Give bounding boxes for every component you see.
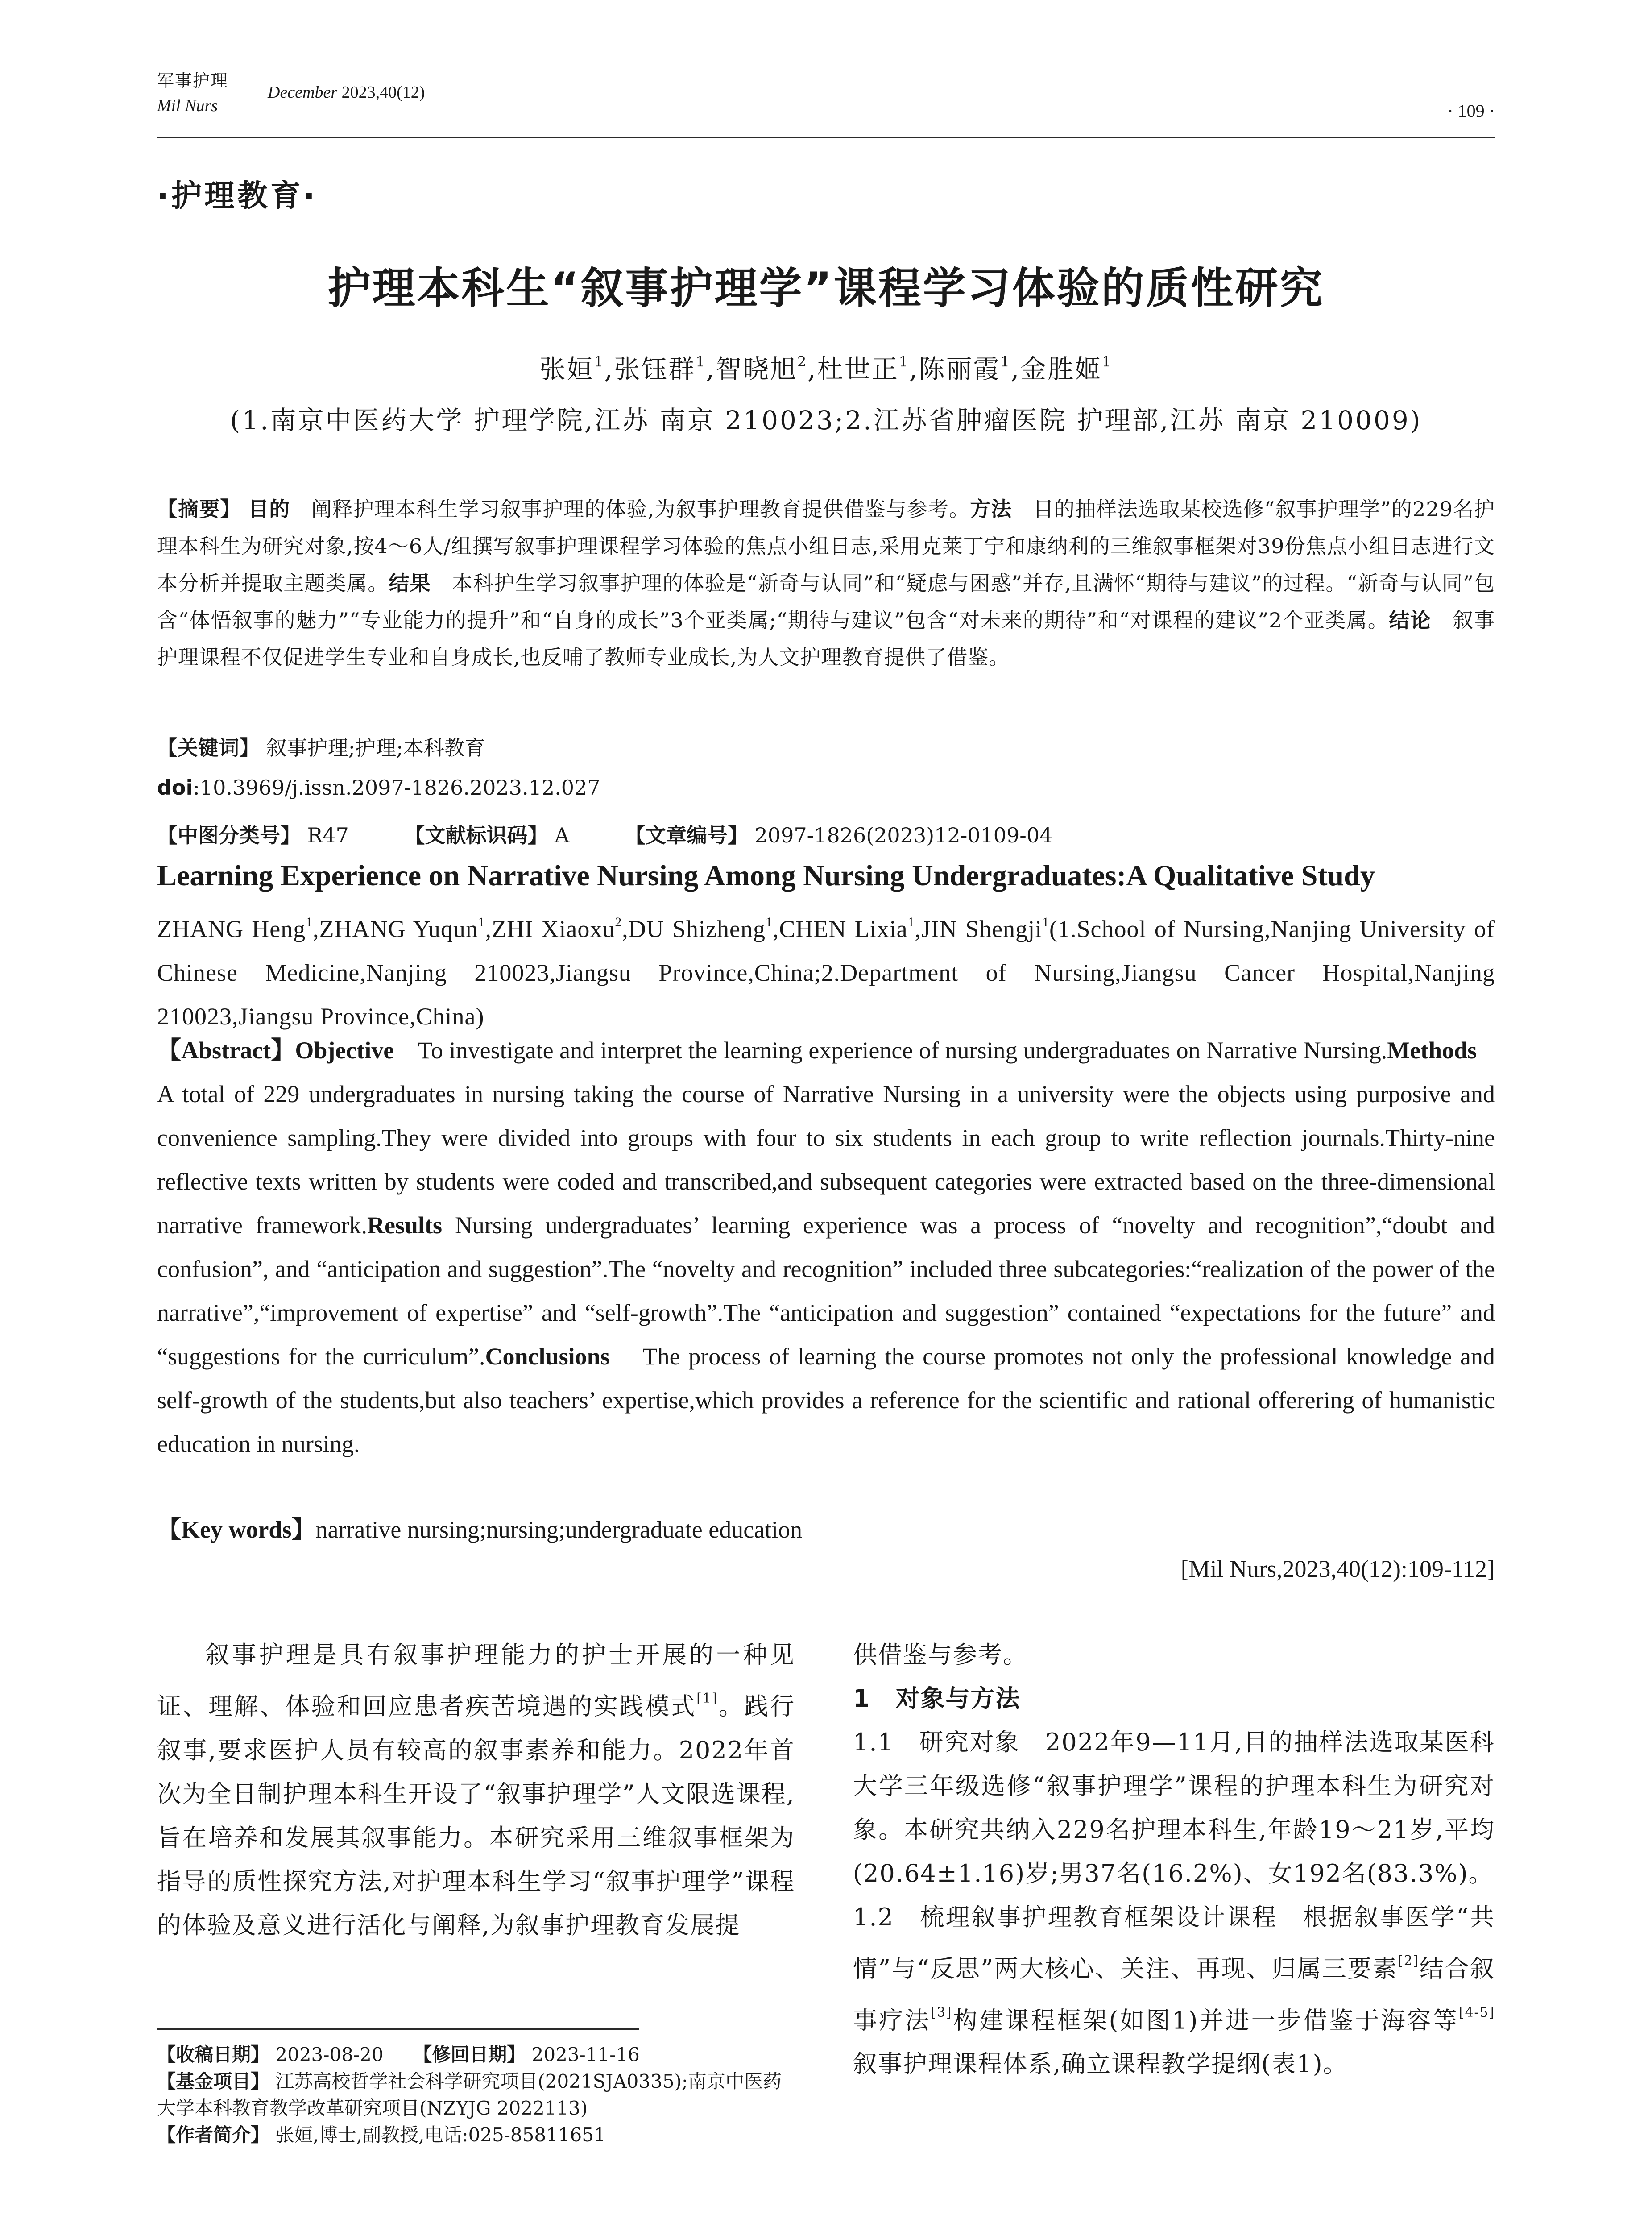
affiliations-en: (1.School of Nursing,Nanjing University of Chinese Medicine,Nanjing 210023,Jiangsu Province,China;2.Department of Nursing,Jiangsu Cancer Hospital,Nanjing 210023,Jiangsu Province,China) — [157, 915, 1495, 1030]
doc-code-value: A — [555, 823, 570, 847]
author-aff-en: 1 — [907, 915, 915, 929]
author-aff-en: 1 — [478, 915, 485, 929]
author-name-en: CHEN Lixia — [779, 915, 908, 942]
doi — [157, 775, 600, 800]
doc-code-label: 【文献标识码】 — [404, 823, 548, 847]
abstract-cn — [157, 491, 1495, 676]
conclusion-text: 叙事护理课程不仅促进学生专业和自身成长,也反哺了教师专业成长,为人文护理教育提供了借鉴。 — [157, 608, 1495, 669]
footnotes — [157, 2041, 799, 2148]
author-aff-en: 1 — [765, 915, 773, 929]
conclusion-label: 结论 — [1389, 608, 1432, 632]
journal-name-cn: 军事护理 — [157, 71, 229, 91]
author-aff: 1 — [1000, 353, 1011, 370]
author-name-en: JIN Shengji — [921, 915, 1043, 942]
author-name: 陈丽霞 — [919, 354, 1001, 384]
objective-en-label: Objective — [295, 1037, 394, 1064]
author-aff-en: 2 — [615, 915, 622, 929]
intro-text-a: 叙事护理是具有叙事护理能力的护士开展的一种见证、理解、体验和回应患者疾苦境遇的实践模式 — [157, 1641, 795, 1721]
author-aff: 1 — [696, 353, 706, 370]
issue-info — [268, 83, 425, 102]
issue-year: 2023,40(12) — [341, 83, 425, 102]
section-heading-1: 1 对象与方法 — [853, 1684, 1021, 1713]
revised-label: 【修回日期】 — [413, 2044, 526, 2065]
doi-value: :10.3969/j.issn.2097-1826.2023.12.027 — [193, 775, 600, 800]
fund-label: 【基金项目】 — [157, 2070, 270, 2092]
keywords-label: 【关键词】 — [157, 736, 260, 760]
issue-month: December — [268, 83, 338, 102]
footnote-rule — [157, 2028, 639, 2030]
citation: [Mil Nurs,2023,40(12):109-112] — [1180, 1555, 1495, 1582]
article-number-label: 【文章编号】 — [625, 823, 748, 847]
journal-name-en: Mil Nurs — [157, 96, 218, 115]
subsection-1-2-text-d: 叙事护理课程体系,确立课程教学提纲(表1)。 — [853, 2050, 1348, 2078]
subsection-1-2-heading: 1.2 梳理叙事护理教育框架设计课程 — [853, 1903, 1278, 1931]
author-name-en: ZHI Xiaoxu — [492, 915, 615, 942]
reference-mark: [2] — [1398, 1953, 1420, 1969]
body-right-column — [853, 1633, 1495, 2086]
objective-label: 目的 — [248, 497, 290, 521]
abstract-en-label: 【Abstract】 — [157, 1037, 295, 1064]
author-name: 杜世正 — [817, 354, 899, 384]
subsection-1-1-heading: 1.1 研究对象 — [853, 1728, 1020, 1756]
methods-label: 方法 — [970, 497, 1012, 521]
abstract-en — [157, 1028, 1495, 1466]
objective-text: 阐释护理本科生学习叙事护理的体验,为叙事护理教育提供借鉴与参考。 — [311, 497, 970, 521]
subsection-1-2-text-c: 构建课程框架(如图1)并进一步借鉴于海容等 — [952, 2006, 1459, 2035]
received-label: 【收稿日期】 — [157, 2044, 270, 2065]
reference-mark: [1] — [696, 1691, 718, 1706]
title-en: Learning Experience on Narrative Nursing Among Nursing Undergraduates:A Qualitative Study — [157, 859, 1375, 892]
keywords-en — [157, 1510, 802, 1545]
author-name: 张钰群 — [614, 354, 696, 384]
author-name-en: DU Shizheng — [628, 915, 766, 942]
objective-en-text: To investigate and interpret the learning experience of nursing undergraduates on Narrative Nursing. — [418, 1037, 1387, 1064]
intro-continuation: 供借鉴与参考。 — [853, 1641, 1028, 1669]
methods-en-text: A total of 229 undergraduates in nursing taking the course of Narrative Nursing in a university were the objects using purposive and convenience sampling.They were divided into groups with four to six students in each group to write reflection journals.Thirty-nine reflective texts written by students were coded and transcribed,and subsequent categories were extracted based on the three-dimensional narrative framework. — [157, 1081, 1495, 1239]
author-aff: 1 — [594, 353, 604, 370]
keywords-en-label: 【Key words】 — [157, 1516, 316, 1543]
author-aff-en: 1 — [306, 915, 313, 929]
clc-label: 【中图分类号】 — [157, 823, 301, 847]
reference-mark: [4-5] — [1459, 2004, 1495, 2020]
keywords-cn — [157, 732, 485, 761]
fund-text: 江苏高校哲学社会科学研究项目(2021SJA0335);南京中医药大学本科教育教学改革研究项目(NZYJG 2022113) — [157, 2070, 782, 2119]
author-bio-label: 【作者简介】 — [157, 2124, 270, 2146]
authors-en: ZHANG Heng$^1$,ZHANG Yuqun$^1$,ZHI Xiaoxu$^2$,DU Shizheng$^1$,CHEN Lixia$^1$,JIN Shengji$^1$(1.School of Nursing,Nanjing University of Chinese Medicine,Nanjing 210023,Jiangsu Province,China;2.Department of Nursing,Jiangsu Cancer Hospital,Nanjing 210023,Jiangsu Province,China) — [157, 915, 1495, 1030]
section-label: ·护理教育· — [157, 178, 318, 214]
results-label: 结果 — [389, 571, 431, 595]
header-rule — [157, 137, 1495, 138]
article-number-value: 2097-1826(2023)12-0109-04 — [754, 823, 1053, 847]
article-title: 护理本科生“叙事护理学”课程学习体验的质性研究 — [327, 263, 1325, 313]
methods-text: 目的抽样法选取某校选修“叙事护理学”的229名护理本科生为研究对象,按4～6人/组撰写叙事护理课程学习体验的焦点小组日志,采用克莱丁宁和康纳利的三维叙事框架对39份焦点小组日志进行文本分析并提取主题类属。 — [157, 497, 1495, 595]
reference-mark: [3] — [931, 2004, 952, 2020]
author-list: 张姮$^1$,张钰群$^1$,智晓旭$^2$,杜世正$^1$,陈丽霞$^1$,金胜姬$^1$ — [539, 353, 1113, 384]
subsection-1-2-text-b: 结合叙事疗法 — [853, 1954, 1495, 2035]
body-left-column — [157, 1633, 795, 1947]
author-name: 智晓旭 — [715, 354, 797, 384]
author-name: 金胜姬 — [1020, 354, 1102, 384]
author-aff: 1 — [898, 353, 910, 370]
clc-value: R47 — [307, 823, 349, 847]
received-date: 2023-08-20 — [275, 2044, 384, 2065]
subsection-1-1 — [853, 1721, 1495, 1895]
doi-label: doi — [157, 775, 193, 800]
author-aff: 1 — [1102, 353, 1113, 370]
subsection-1-1-text: 2022年9—11月,目的抽样法选取某医科大学三年级选修“叙事护理学”课程的护理本科生为研究对象。本研究共纳入229名护理本科生,年龄19～21岁,平均(20.64±1.16)岁;男37名(16.2%)、女192名(83.3%)。 — [853, 1728, 1495, 1887]
conclusions-en-text: The process of learning the course promotes not only the professional knowledge and self-growth of the students,but also teachers’ expertise,which provides a reference for the scientific and rational offerering of humanistic education in nursing. — [157, 1343, 1495, 1457]
subsection-1-2-text-a: 根据叙事医学“共情”与“反思”两大核心、关注、再现、归属三要素 — [853, 1903, 1495, 1983]
dates-line — [157, 2041, 799, 2068]
page-number: · 109 · — [1447, 101, 1495, 121]
author-bio-text: 张姮,博士,副教授,电话:025-85811651 — [275, 2124, 606, 2146]
author-name-en: ZHANG Heng — [157, 915, 306, 942]
results-en-label: Results — [367, 1212, 443, 1239]
author-aff: 2 — [797, 353, 808, 370]
intro-text-b: 。践行叙事,要求医护人员有较高的叙事素养和能力。2022年首次为全日制护理本科生开设了“叙事护理学”人文限选课程,旨在培养和发展其叙事能力。本研究采用三维叙事框架为指导的质性探究方法,对护理本科生学习“叙事护理学”课程的体验及意义进行活化与阐释,为叙事护理教育发展提 — [157, 1692, 795, 1939]
author-bio-line — [157, 2122, 799, 2148]
keywords-en-text: narrative nursing;nursing;undergraduate education — [315, 1516, 803, 1543]
author-aff-en: 1 — [1042, 915, 1050, 929]
classification-line — [157, 819, 1495, 849]
revised-date: 2023-11-16 — [531, 2044, 640, 2065]
keywords-text: 叙事护理;护理;本科教育 — [266, 736, 485, 760]
methods-en-label: Methods — [1387, 1037, 1477, 1064]
affiliations: (1.南京中医药大学 护理学院,江苏 南京 210023;2.江苏省肿瘤医院 护理部,江苏 南京 210009) — [230, 405, 1422, 435]
results-en-text: Nursing undergraduates’ learning experience was a process of “novelty and recognition”,“doubt and confusion”, and “anticipation and suggestion”.The “novelty and recognition” included three subcategories:“realization of the power of the narrative”,“improvement of expertise” and “self-growth”.The “anticipation and suggestion” contained “expectations for the future” and “suggestions for the curriculum”. — [157, 1212, 1495, 1370]
fund-line — [157, 2068, 799, 2122]
results-text: 本科护生学习叙事护理的体验是“新奇与认同”和“疑虑与困惑”并存,且满怀“期待与建议”的过程。“新奇与认同”包含“体悟叙事的魅力”“专业能力的提升”和“自身的成长”3个亚类属;“期待与建议”包含“对未来的期待”和“对课程的建议”2个亚类属。 — [157, 571, 1495, 632]
subsection-1-2 — [853, 1895, 1495, 2086]
abstract-label: 【摘要】 — [157, 497, 241, 521]
intro-paragraph — [157, 1633, 795, 1947]
author-name: 张姮 — [539, 354, 594, 384]
conclusions-en-label: Conclusions — [485, 1343, 610, 1370]
author-name-en: ZHANG Yuqun — [319, 915, 478, 942]
